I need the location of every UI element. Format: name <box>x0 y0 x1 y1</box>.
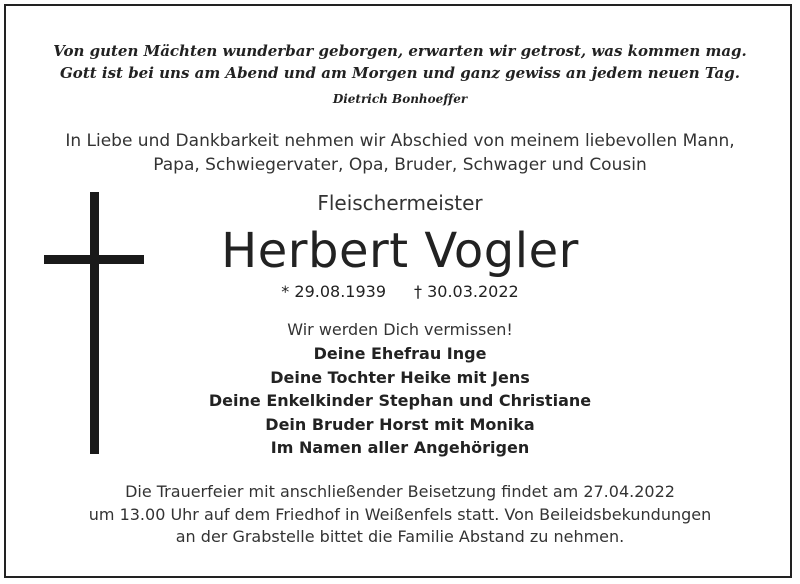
deceased-name: Herbert Vogler <box>221 223 579 279</box>
mourners-intro: Wir werden Dich vermissen! <box>287 320 513 339</box>
mourner-entry: Dein Bruder Horst mit Monika <box>265 414 535 434</box>
quote-author: Dietrich Bonhoeffer <box>332 92 468 106</box>
mourner-entry: Im Namen aller Angehörigen <box>270 438 530 457</box>
intro-line: In Liebe und Dankbarkeit nehmen wir Abschied von meinem liebevollen Mann, <box>65 131 735 151</box>
bonhoeffer-quote <box>0 40 800 84</box>
mourners-list <box>0 342 800 460</box>
funeral-line: an der Grabstelle bittet die Familie Abstand zu nehmen. <box>175 527 625 546</box>
farewell-intro <box>0 129 800 177</box>
quote-line: Gott ist bei uns am Abend und am Morgen und ganz gewiss an jedem neuen Tag. <box>60 64 740 82</box>
intro-line: Papa, Schwiegervater, Opa, Bruder, Schwager und Cousin <box>153 155 647 175</box>
life-dates <box>0 281 800 303</box>
mourner-entry: Deine Ehefrau Inge <box>313 344 487 363</box>
funeral-line: um 13.00 Uhr auf dem Friedhof in Weißenfels statt. Von Beileidsbekundungen <box>88 504 712 524</box>
death-date: † 30.03.2022 <box>414 282 519 301</box>
mourner-entry: Deine Enkelkinder Stephan und Christiane <box>208 391 592 410</box>
funeral-line: Die Trauerfeier mit anschließender Beisetzung findet am 27.04.2022 <box>125 482 675 501</box>
birth-date: * 29.08.1939 <box>281 282 386 301</box>
mourner-entry: Deine Tochter Heike mit Jens <box>270 367 530 387</box>
deceased-profession: Fleischermeister <box>317 191 483 215</box>
funeral-notice <box>0 481 800 549</box>
quote-line: Von guten Mächten wunderbar geborgen, erwarten wir getrost, was kommen mag. <box>53 42 747 60</box>
